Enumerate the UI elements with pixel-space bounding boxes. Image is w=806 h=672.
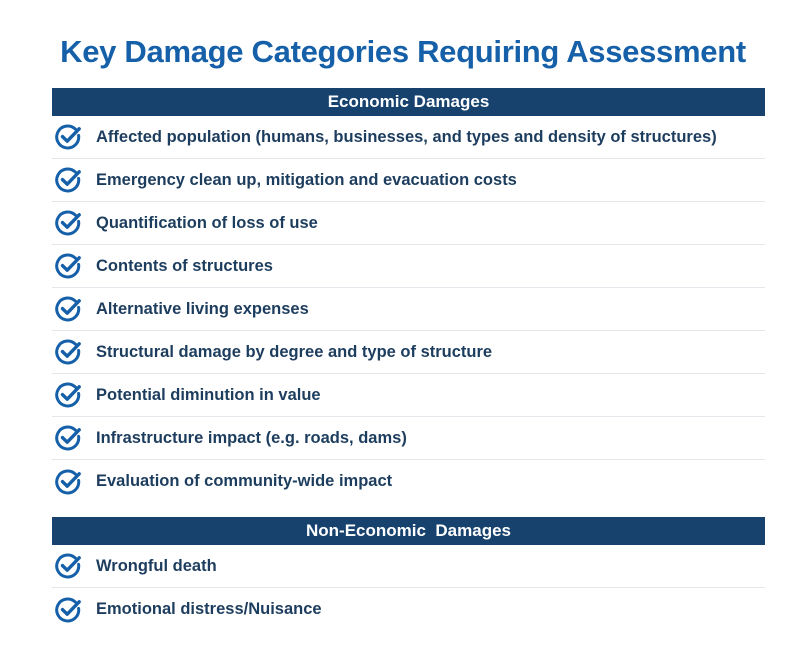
item-label: Evaluation of community-wide impact: [96, 472, 393, 490]
economic-damages-header: Economic Damages: [52, 88, 765, 116]
item-label: Emergency clean up, mitigation and evacuation costs: [96, 170, 517, 189]
check-circle-icon: [54, 468, 82, 496]
check-circle-icon: [54, 166, 82, 194]
item-label: Alternative living expenses: [96, 299, 309, 318]
check-circle-icon: [54, 295, 82, 323]
list-item: [52, 417, 765, 460]
item-label: Structural damage by degree and type of structure: [96, 342, 493, 361]
check-circle-icon: [54, 381, 82, 409]
non-economic-damages-section: [52, 517, 765, 631]
check-circle-icon: [54, 209, 82, 237]
check-circle-icon: [54, 596, 82, 624]
list-item: [52, 288, 765, 331]
non-economic-damages-header: Non-Economic Damages: [52, 517, 765, 545]
check-circle-icon: [54, 252, 82, 280]
list-item: [52, 545, 765, 588]
item-label: Infrastructure impact (e.g. roads, dams): [96, 428, 407, 447]
economic-damages-section: [52, 88, 765, 503]
check-circle-icon: [54, 123, 82, 151]
item-label: Potential diminution in value: [96, 385, 321, 404]
check-circle-icon: [54, 552, 82, 580]
list-item: [52, 331, 765, 374]
list-item: [52, 460, 765, 503]
list-item: [52, 202, 765, 245]
item-label: Quantification of loss of use: [96, 213, 318, 232]
list-item: [52, 374, 765, 417]
list-item: [52, 116, 765, 159]
page-title: Key Damage Categories Requiring Assessment: [60, 34, 746, 69]
item-label: Wrongful death: [96, 556, 217, 575]
item-label: Contents of structures: [96, 256, 273, 275]
check-circle-icon: [54, 338, 82, 366]
item-label: Affected population (humans, businesses, and types and density of structures): [96, 127, 717, 146]
list-item: [52, 245, 765, 288]
check-circle-icon: [54, 424, 82, 452]
list-item: [52, 159, 765, 202]
item-label: Emotional distress/Nuisance: [96, 600, 322, 618]
list-item: [52, 588, 765, 631]
